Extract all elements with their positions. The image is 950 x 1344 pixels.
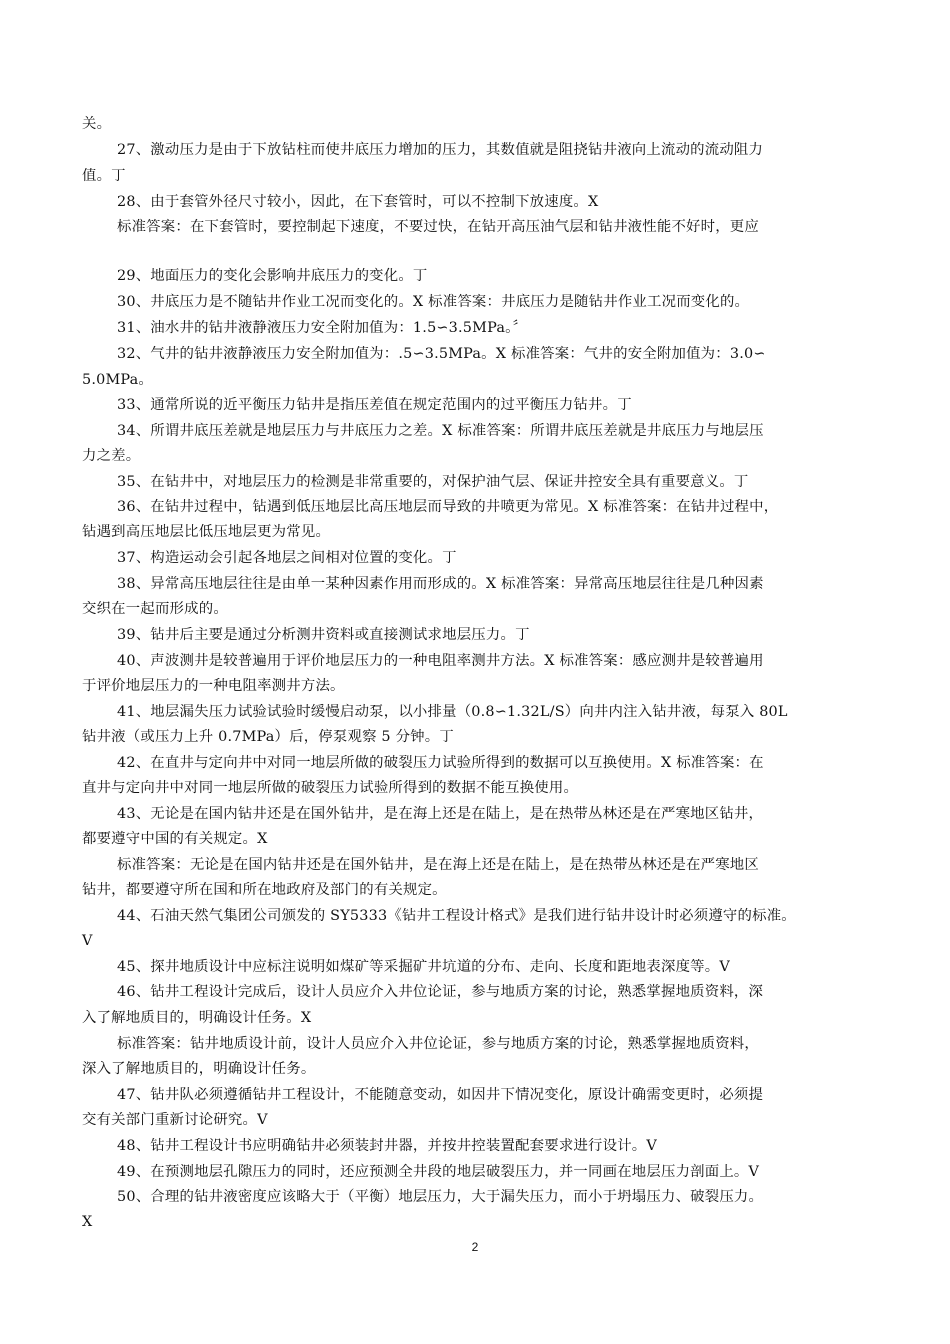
text-line: 关。 (82, 116, 112, 132)
text-line: 38、异常高压地层往往是由单一某种因素作用而形成的。X 标准答案：异常高压地层往往是几种因素 (117, 576, 764, 592)
text-line: 29、地面压力的变化会影响井底压力的变化。丁 (117, 268, 428, 284)
text-line: 30、井底压力是不随钻井作业工况而变化的。X 标准答案：井底压力是随钻井作业工况而变化的。 (117, 294, 750, 310)
text-line: 交有关部门重新讨论研究。V (82, 1112, 268, 1128)
text-line: 41、地层漏失压力试验试验时缓慢启动泵，以小排量（0.8∽1.32L/S）向井内注入钻井液，每泵入 80L (117, 704, 788, 720)
page-number: 2 (471, 1240, 479, 1254)
text-line: 交织在一起而形成的。 (82, 601, 228, 617)
text-line: 27、激动压力是由于下放钻柱而使井底压力增加的压力，其数值就是阻挠钻井液向上流动的流动阻力 (117, 142, 764, 158)
text-line: 于评价地层压力的一种电阻率测井方法。 (82, 678, 345, 694)
text-line: 43、无论是在国内钻井还是在国外钻井，是在海上还是在陆上，是在热带丛林还是在严寒地区钻井， (117, 806, 764, 822)
text-line: 钻遇到高压地层比低压地层更为常见。 (82, 524, 331, 540)
text-line: 入了解地质目的，明确设计任务。X (82, 1010, 312, 1026)
text-line: 39、钻井后主要是通过分析测井资料或直接测试求地层压力。丁 (117, 627, 530, 643)
text-line: 都要遵守中国的有关规定。X (82, 831, 268, 847)
text-line: 32、气井的钻井液静液压力安全附加值为：.5∽3.5MPa。X 标准答案：气井的安全附加值为：3.0∽ (117, 346, 766, 362)
text-line: 34、所谓井底压差就是地层压力与井底压力之差。X 标准答案：所谓井底压差就是井底压力与地层压 (117, 423, 764, 439)
text-line: 37、构造运动会引起各地层之间相对位置的变化。丁 (117, 550, 457, 566)
text-line: 直井与定向井中对同一地层所做的破裂压力试验所得到的数据不能互换使用。 (82, 780, 579, 796)
text-line: 42、在直井与定向井中对同一地层所做的破裂压力试验所得到的数据可以互换使用。X 标准答案：在 (117, 755, 764, 771)
text-line: 40、声波测井是较普遍用于评价地层压力的一种电阻率测井方法。X 标准答案：感应测井是较普遍用 (117, 653, 764, 669)
text-line: 49、在预测地层孔隙压力的同时，还应预测全井段的地层破裂压力，并一同画在地层压力剖面上。V (117, 1164, 760, 1180)
text-line: 35、在钻井中，对地层压力的检测是非常重要的，对保护油气层、保证井控安全具有重要意义。丁 (117, 474, 749, 490)
text-line: 45、探井地质设计中应标注说明如煤矿等采掘矿井坑道的分布、走向、长度和距地表深度等。V (117, 959, 730, 975)
text-line: 标准答案：钻井地质设计前，设计人员应介入井位论证，参与地质方案的讨论，熟悉掌握地质资料， (117, 1036, 759, 1052)
text-line: 值。丁 (82, 168, 126, 184)
text-line: 28、由于套管外径尺寸较小，因此，在下套管时，可以不控制下放速度。X (117, 194, 599, 210)
text-line: 标准答案：无论是在国内钻井还是在国外钻井，是在海上还是在陆上，是在热带丛林还是在严寒地区 (117, 857, 759, 873)
text-line: 33、通常所说的近平衡压力钻井是指压差值在规定范围内的过平衡压力钻井。丁 (117, 397, 632, 413)
text-line: 36、在钻井过程中，钻遇到低压地层比高压地层而导致的井喷更为常见。X 标准答案：在钻井过程中， (117, 499, 779, 515)
text-line: 标准答案：在下套管时，要控制起下速度，不要过快，在钻开高压油气层和钻井液性能不好时，更应 (117, 219, 759, 235)
text-line: 31、油水井的钻井液静液压力安全附加值为：1.5∽3.5MPa。〞 (117, 320, 528, 336)
text-line: X (82, 1214, 93, 1230)
text-line: 力之差。 (82, 448, 141, 464)
text-line: 44、石油天然气集团公司颁发的 SY5333《钻井工程设计格式》是我们进行钻井设计时必须遵守的标准。 (117, 908, 796, 924)
text-line: 48、钻井工程设计书应明确钻井必须装封井器，并按井控装置配套要求进行设计。V (117, 1138, 657, 1154)
text-line: 钻井，都要遵守所在国和所在地政府及部门的有关规定。 (82, 882, 447, 898)
text-line: 50、合理的钻井液密度应该略大于（平衡）地层压力，大于漏失压力，而小于坍塌压力、破裂压力。 (117, 1189, 764, 1205)
text-line: 钻井液（或压力上升 0.7MPa）后，停泵观察 5 分钟。丁 (82, 729, 454, 745)
text-line: 深入了解地质目的，明确设计任务。 (82, 1061, 316, 1077)
text-line: V (82, 933, 93, 949)
text-line: 47、钻井队必须遵循钻井工程设计，不能随意变动，如因井下情况变化，原设计确需变更时，必须提 (117, 1087, 764, 1103)
text-line: 46、钻井工程设计完成后，设计人员应介入井位论证，参与地质方案的讨论，熟悉掌握地质资料，深 (117, 984, 764, 1000)
text-line: 5.0MPa。 (82, 372, 154, 388)
